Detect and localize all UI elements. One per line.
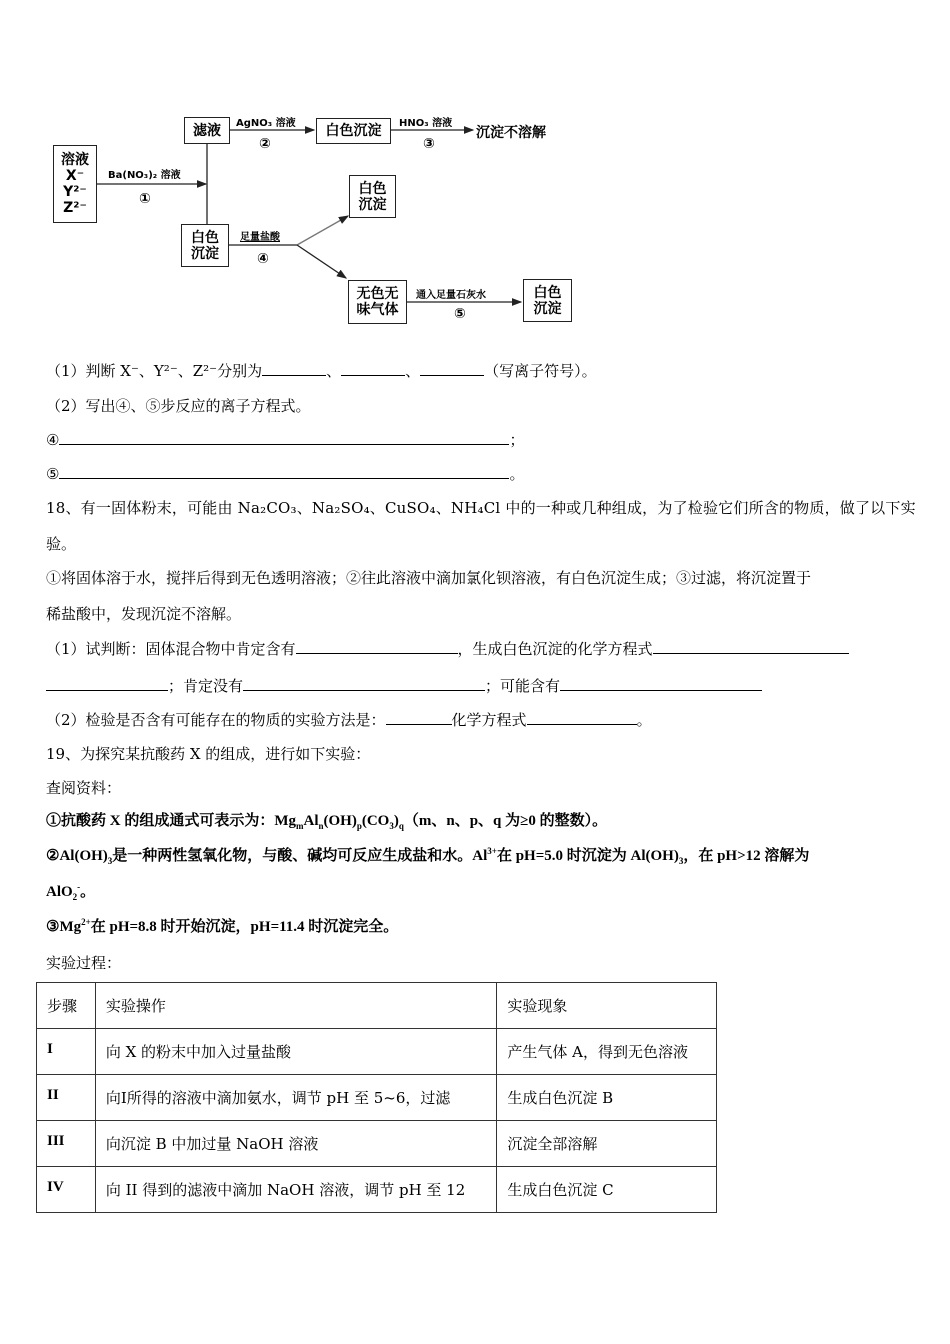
table-row [37, 1121, 717, 1167]
subscript: m [296, 821, 304, 831]
text: ②Al(OH) [46, 848, 108, 864]
subscript: 3 [678, 856, 684, 866]
answer-blank[interactable] [560, 676, 762, 691]
box-line: 味气体 [356, 302, 399, 318]
answer-blank[interactable] [262, 361, 326, 376]
q18-part1-line2 [46, 676, 762, 696]
table-row [37, 1075, 717, 1121]
text: ①抗酸药 X 的组成通式可表示为：Mg [46, 813, 296, 829]
experiment-table [36, 982, 717, 1213]
answer-blank[interactable] [341, 361, 405, 376]
start-box-line: 溶液 [61, 152, 89, 168]
ion-x: X⁻ [65, 168, 85, 184]
q19-reference-2-line2 [46, 882, 95, 902]
q18-part2 [46, 710, 652, 730]
start-solution-box [53, 145, 97, 223]
answer-blank[interactable] [386, 710, 452, 725]
text: (OH) [323, 813, 357, 829]
step-cell: I [37, 1029, 96, 1075]
text: (CO [361, 813, 390, 829]
text: 。 [80, 884, 96, 900]
step3-number: ③ [423, 136, 435, 152]
subscript: 2 [72, 892, 78, 902]
q18-steps-line1: ①将固体溶于水，搅拌后得到无色透明溶液；②往此溶液中滴加氯化钡溶液，有白色沉淀生成；③过滤，将沉淀置于 [46, 569, 812, 587]
white-precipitate-box-2 [181, 224, 229, 267]
subscript: q [398, 821, 404, 831]
superscript: 3+ [487, 846, 497, 856]
q18-definitely-not: ；肯定没有 [168, 677, 244, 695]
white-precipitate-box-1: 白色沉淀 [316, 118, 391, 144]
operation-cell: 向沉淀 B 中加过量 NaOH 溶液 [95, 1121, 497, 1167]
q19-reference-title: 查阅资料： [46, 779, 122, 797]
text: 在 pH=5.0 时沉淀为 Al(OH) [496, 848, 679, 864]
step5-number: ⑤ [454, 306, 466, 322]
separator: 、 [405, 362, 421, 380]
subscript: 3 [389, 821, 394, 831]
ion-z: Z²⁻ [63, 200, 87, 216]
eq4-label: ④ [46, 431, 60, 449]
q17-eq5 [46, 464, 524, 484]
box-line: 白色 [191, 229, 219, 246]
step3-result: 沉淀不溶解 [476, 125, 546, 141]
box-line: 无色无 [356, 286, 399, 302]
operation-cell: 向 X 的粉末中加入过量盐酸 [95, 1029, 497, 1075]
q17-part1-suffix: （写离子符号）。 [484, 362, 597, 380]
q18-part1-prompt: （1）试判断：固体混合物中肯定含有 [46, 640, 296, 658]
answer-blank[interactable] [59, 430, 509, 445]
answer-blank[interactable] [420, 361, 484, 376]
box-line: 白色 [358, 180, 387, 197]
separator: 、 [326, 362, 342, 380]
q17-part1-prompt: （1）判断 X⁻、Y²⁻、Z²⁻分别为 [46, 362, 263, 380]
punctuation: 。 [509, 465, 525, 483]
q17-part2: （2）写出④、⑤步反应的离子方程式。 [46, 397, 311, 415]
text: 是一种两性氢氧化物，与酸、碱均可反应生成盐和水。Al [112, 848, 488, 864]
q19-process-title: 实验过程： [46, 954, 122, 972]
text: Al [303, 813, 319, 829]
q19-reference-2-line1 [46, 846, 809, 866]
q19-reference-3 [46, 917, 398, 937]
table-row [37, 1029, 717, 1075]
header-phenomenon: 实验现象 [497, 983, 717, 1029]
step4-reagent: 足量盐酸 [240, 232, 280, 243]
colorless-gas-box [348, 280, 407, 324]
step4-number: ④ [257, 251, 269, 267]
q17-eq4 [46, 430, 524, 450]
q18-part2-prompt: （2）检验是否含有可能存在的物质的实验方法是： [46, 711, 386, 729]
q18-part1-line1 [46, 639, 849, 659]
flow-diagram [0, 0, 950, 340]
eq5-label: ⑤ [46, 465, 60, 483]
answer-blank[interactable] [296, 639, 458, 654]
q18-part2-equation-prompt: 化学方程式 [451, 711, 527, 729]
punctuation: ； [509, 431, 525, 449]
phenomenon-cell: 产生气体 A，得到无色溶液 [497, 1029, 717, 1075]
q18-stem-line2: 验。 [46, 535, 77, 553]
text: （m、n、p、q 为≥0 的整数）。 [403, 813, 608, 829]
white-precipitate-box-4 [523, 279, 572, 322]
step2-number: ② [259, 136, 271, 152]
box-line: 白色 [533, 284, 562, 301]
subscript: p [356, 821, 362, 831]
operation-cell: 向 II 得到的滤液中滴加 NaOH 溶液，调节 pH 至 12 [95, 1167, 497, 1213]
superscript: - [77, 882, 81, 892]
q18-possibly: ；可能含有 [485, 677, 561, 695]
q19-reference-1 [46, 811, 607, 831]
q18-stem-line1: 18、有一固体粉末，可能由 Na₂CO₃、Na₂SO₄、CuSO₄、NH₄Cl 中的一种或几种组成，为了检验它们所含的物质，做了以下实 [46, 499, 916, 517]
answer-blank[interactable] [59, 464, 509, 479]
q18-steps-line2: 稀盐酸中，发现沉淀不溶解。 [46, 605, 242, 623]
step2-reagent: AgNO₃ 溶液 [236, 118, 296, 129]
step3-reagent: HNO₃ 溶液 [399, 118, 453, 129]
table-row [37, 1167, 717, 1213]
answer-blank[interactable] [46, 676, 168, 691]
phenomenon-cell: 沉淀全部溶解 [497, 1121, 717, 1167]
subscript: 3 [107, 856, 113, 866]
text: ，在 pH>12 溶解为 [683, 848, 810, 864]
box-line: 沉淀 [358, 196, 387, 213]
white-precipitate-box-3 [349, 175, 396, 218]
box-line: 沉淀 [191, 245, 219, 262]
header-operation: 实验操作 [95, 983, 497, 1029]
step1-number: ① [139, 191, 151, 207]
operation-cell: 向Ⅰ所得的溶液中滴加氨水，调节 pH 至 5~6，过滤 [95, 1075, 497, 1121]
subscript: n [318, 821, 324, 831]
step1-reagent: Ba(NO₃)₂ 溶液 [108, 170, 181, 181]
ion-y: Y²⁻ [63, 184, 87, 200]
header-step: 步骤 [37, 983, 96, 1029]
step-cell: II [37, 1075, 96, 1121]
step-cell: III [37, 1121, 96, 1167]
phenomenon-cell: 生成白色沉淀 C [497, 1167, 717, 1213]
answer-blank[interactable] [243, 676, 485, 691]
q18-part1-equation-prompt: ，生成白色沉淀的化学方程式 [457, 640, 653, 658]
step5-reagent: 通入足量石灰水 [416, 290, 486, 301]
q17-part1 [46, 361, 597, 381]
table-header-row [37, 983, 717, 1029]
text: 在 pH=8.8 时开始沉淀，pH=11.4 时沉淀完全。 [90, 919, 399, 935]
box-line: 沉淀 [533, 300, 562, 317]
filtrate-box: 滤液 [184, 117, 230, 144]
answer-blank[interactable] [653, 639, 849, 654]
text: ) [393, 813, 399, 829]
q19-stem: 19、为探究某抗酸药 X 的组成，进行如下实验： [46, 745, 371, 763]
superscript: 2+ [81, 917, 91, 927]
answer-blank[interactable] [527, 710, 637, 725]
text: AlO [46, 884, 73, 900]
punctuation: 。 [636, 711, 652, 729]
phenomenon-cell: 生成白色沉淀 B [497, 1075, 717, 1121]
text: ③Mg [46, 919, 82, 935]
step-cell: IV [37, 1167, 96, 1213]
